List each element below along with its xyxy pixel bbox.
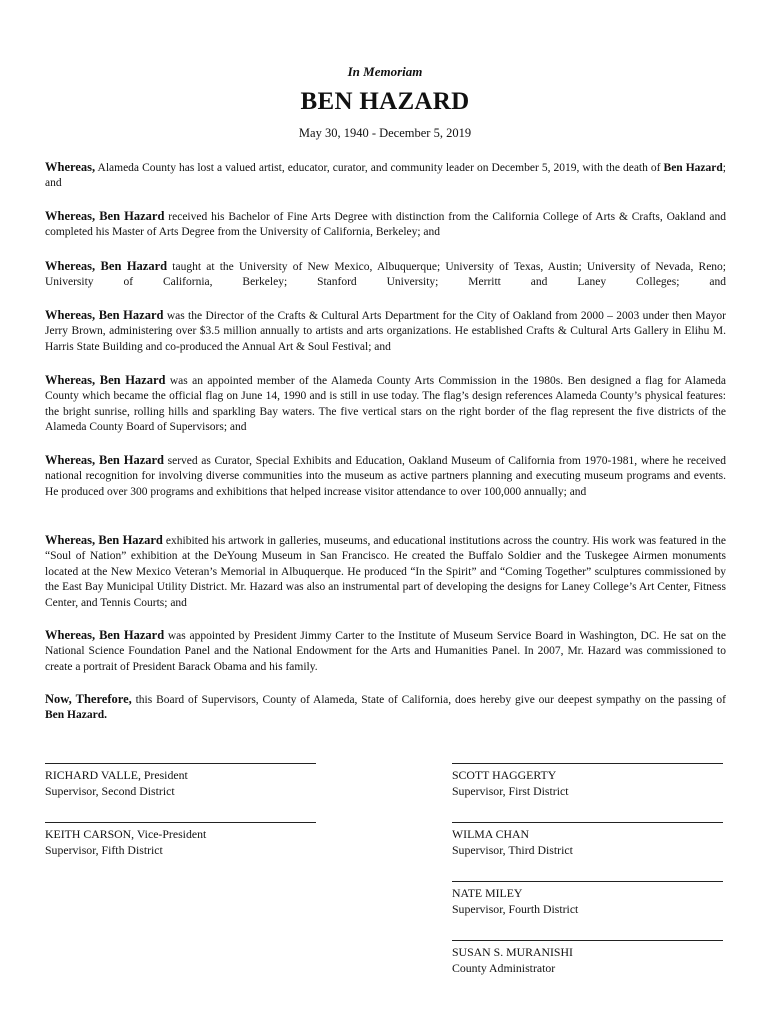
paragraph-text: was appointed by President Jimmy Carter to the Institute of Museum Service Board in Washington, DC. He sat on the National Science Foundation Panel and the National Endowment for the Arts and Humanities Panel. In 2007, Mr. Hazard was commissioned to create a portrait of President Barack Obama and his family. bbox=[45, 630, 727, 673]
paragraph-lead: Whereas, Ben Hazard bbox=[45, 628, 165, 642]
signature-block bbox=[45, 822, 316, 858]
signature-block bbox=[452, 881, 723, 917]
paragraph-text: served as Curator, Special Exhibits and Education, Oakland Museum of California from 1970-1981, where he received national recognition for involving diverse communities into the museum as active partners planning and executing museum programs and events. He produced over 300 programs and exhibitions that helped increase visitor attendance to over 100,000 annually; and bbox=[45, 455, 726, 498]
paragraph-text: received his Bachelor of Fine Arts Degree with distinction from the California College of Arts & Crafts, Oakland and completed his Master of Arts Degree from the University of California, Berkeley; and bbox=[45, 211, 727, 239]
signatory-title: Supervisor, Third District bbox=[452, 842, 573, 857]
paragraph-text: taught at the University of New Mexico, Albuquerque; University of Texas, Austin; University of Nevada, Reno; University of California, Berkeley; Stanford University; Merritt and Laney Colleges; and bbox=[45, 261, 727, 289]
signature-block bbox=[452, 940, 723, 976]
paragraph-lead: Whereas, Ben Hazard bbox=[45, 373, 166, 387]
whereas-paragraph-1 bbox=[45, 160, 726, 192]
whereas-paragraph-8 bbox=[45, 628, 726, 675]
signatory-name: KEITH CARSON, Vice-President bbox=[45, 827, 207, 841]
whereas-paragraph-7 bbox=[45, 533, 726, 611]
signature-line bbox=[452, 940, 723, 941]
signatory-name: SUSAN S. MURANISHI bbox=[452, 945, 573, 959]
paragraph-lead: Whereas, Ben Hazard bbox=[45, 453, 164, 467]
signatory-title: Supervisor, Fourth District bbox=[452, 901, 579, 916]
paragraph-emphasis: Ben Hazard bbox=[663, 162, 723, 174]
resolution-paragraph bbox=[45, 692, 726, 724]
signature-line bbox=[452, 881, 723, 882]
whereas-paragraph-4 bbox=[45, 308, 726, 355]
signatory-title: Supervisor, Second District bbox=[45, 783, 175, 798]
signature-line bbox=[452, 822, 723, 823]
whereas-paragraph-6 bbox=[45, 453, 726, 500]
paragraph-text: Alameda County has lost a valued artist, educator, curator, and community leader on December 5, 2019, with the death of bbox=[95, 162, 664, 174]
signatory-name: WILMA CHAN bbox=[452, 827, 530, 841]
paragraph-tail: ; and bbox=[45, 162, 726, 190]
signatory-title: County Administrator bbox=[452, 960, 556, 975]
paragraph-lead: Whereas, Ben Hazard bbox=[45, 209, 165, 223]
paragraph-lead: Whereas, Ben Hazard bbox=[45, 308, 164, 322]
paragraph-lead: Now, Therefore, bbox=[45, 692, 132, 706]
signatory-name: NATE MILEY bbox=[452, 886, 523, 900]
signatory-name: RICHARD VALLE, President bbox=[45, 768, 188, 782]
signature-line bbox=[45, 763, 316, 764]
paragraph-emphasis: Ben Hazard. bbox=[45, 709, 107, 722]
whereas-paragraph-2 bbox=[45, 209, 726, 241]
paragraph-lead: Whereas, bbox=[45, 160, 96, 174]
paragraph-text: this Board of Supervisors, County of Alameda, State of California, does hereby give our deepest sympathy on the passing of bbox=[131, 694, 726, 706]
signatory-name: SCOTT HAGGERTY bbox=[452, 768, 557, 782]
memoriam-heading: In Memoriam bbox=[347, 64, 423, 79]
paragraph-text: was the Director of the Crafts & Cultural Arts Department for the City of Oakland from 2000 – 2003 under then Mayor Jerry Brown, administering over $3.5 million annually to artists and arts organizations. He established Crafts & Cultural Arts Gallery in Elihu M. Harris State Building and co-produced the Annual Art & Soul Festival; and bbox=[45, 310, 727, 353]
paragraph-lead: Whereas, Ben Hazard bbox=[45, 259, 168, 273]
signature-block bbox=[45, 763, 316, 799]
paragraph-text: exhibited his artwork in galleries, museums, and educational institutions across the country. His work was featured in the “Soul of Nation” exhibition at the DeYoung Museum in San Francisco. He created the Buffalo Soldier and the Tuskegee Airmen monuments located at the New Mexico Veteran’s Memorial in Albuquerque. He produced “In the Spirit” and “Coming Together” sculptures commissioned by the East Bay Municipal Utility District. Mr. Hazard was also an instrumental part of developing the designs for Laney College’s Art Center, Fitness Center, and Tennis Courts; and bbox=[45, 535, 727, 609]
paragraph-text: was an appointed member of the Alameda County Arts Commission in the 1980s. Ben designed a flag for Alameda County which became the official flag on June 14, 1990 and is still in use today. The flag’s design references Alameda County’s physical features: the bright sunrise, rolling hills and sparkling Bay waters. The five vertical stars on the right border of the flag represent the five districts of the Alameda County Board of Supervisors; and bbox=[45, 375, 726, 434]
honoree-name: BEN HAZARD bbox=[300, 88, 470, 115]
life-dates: May 30, 1940 - December 5, 2019 bbox=[298, 126, 472, 140]
signature-line bbox=[452, 763, 723, 764]
signature-line bbox=[45, 822, 316, 823]
signatory-title: Supervisor, Fifth District bbox=[45, 842, 163, 857]
whereas-paragraph-5 bbox=[45, 373, 726, 436]
signature-block bbox=[452, 822, 723, 858]
paragraph-lead: Whereas, Ben Hazard bbox=[45, 533, 163, 547]
signature-block bbox=[452, 763, 723, 799]
signatory-title: Supervisor, First District bbox=[452, 783, 569, 798]
whereas-paragraph-3 bbox=[45, 259, 726, 291]
